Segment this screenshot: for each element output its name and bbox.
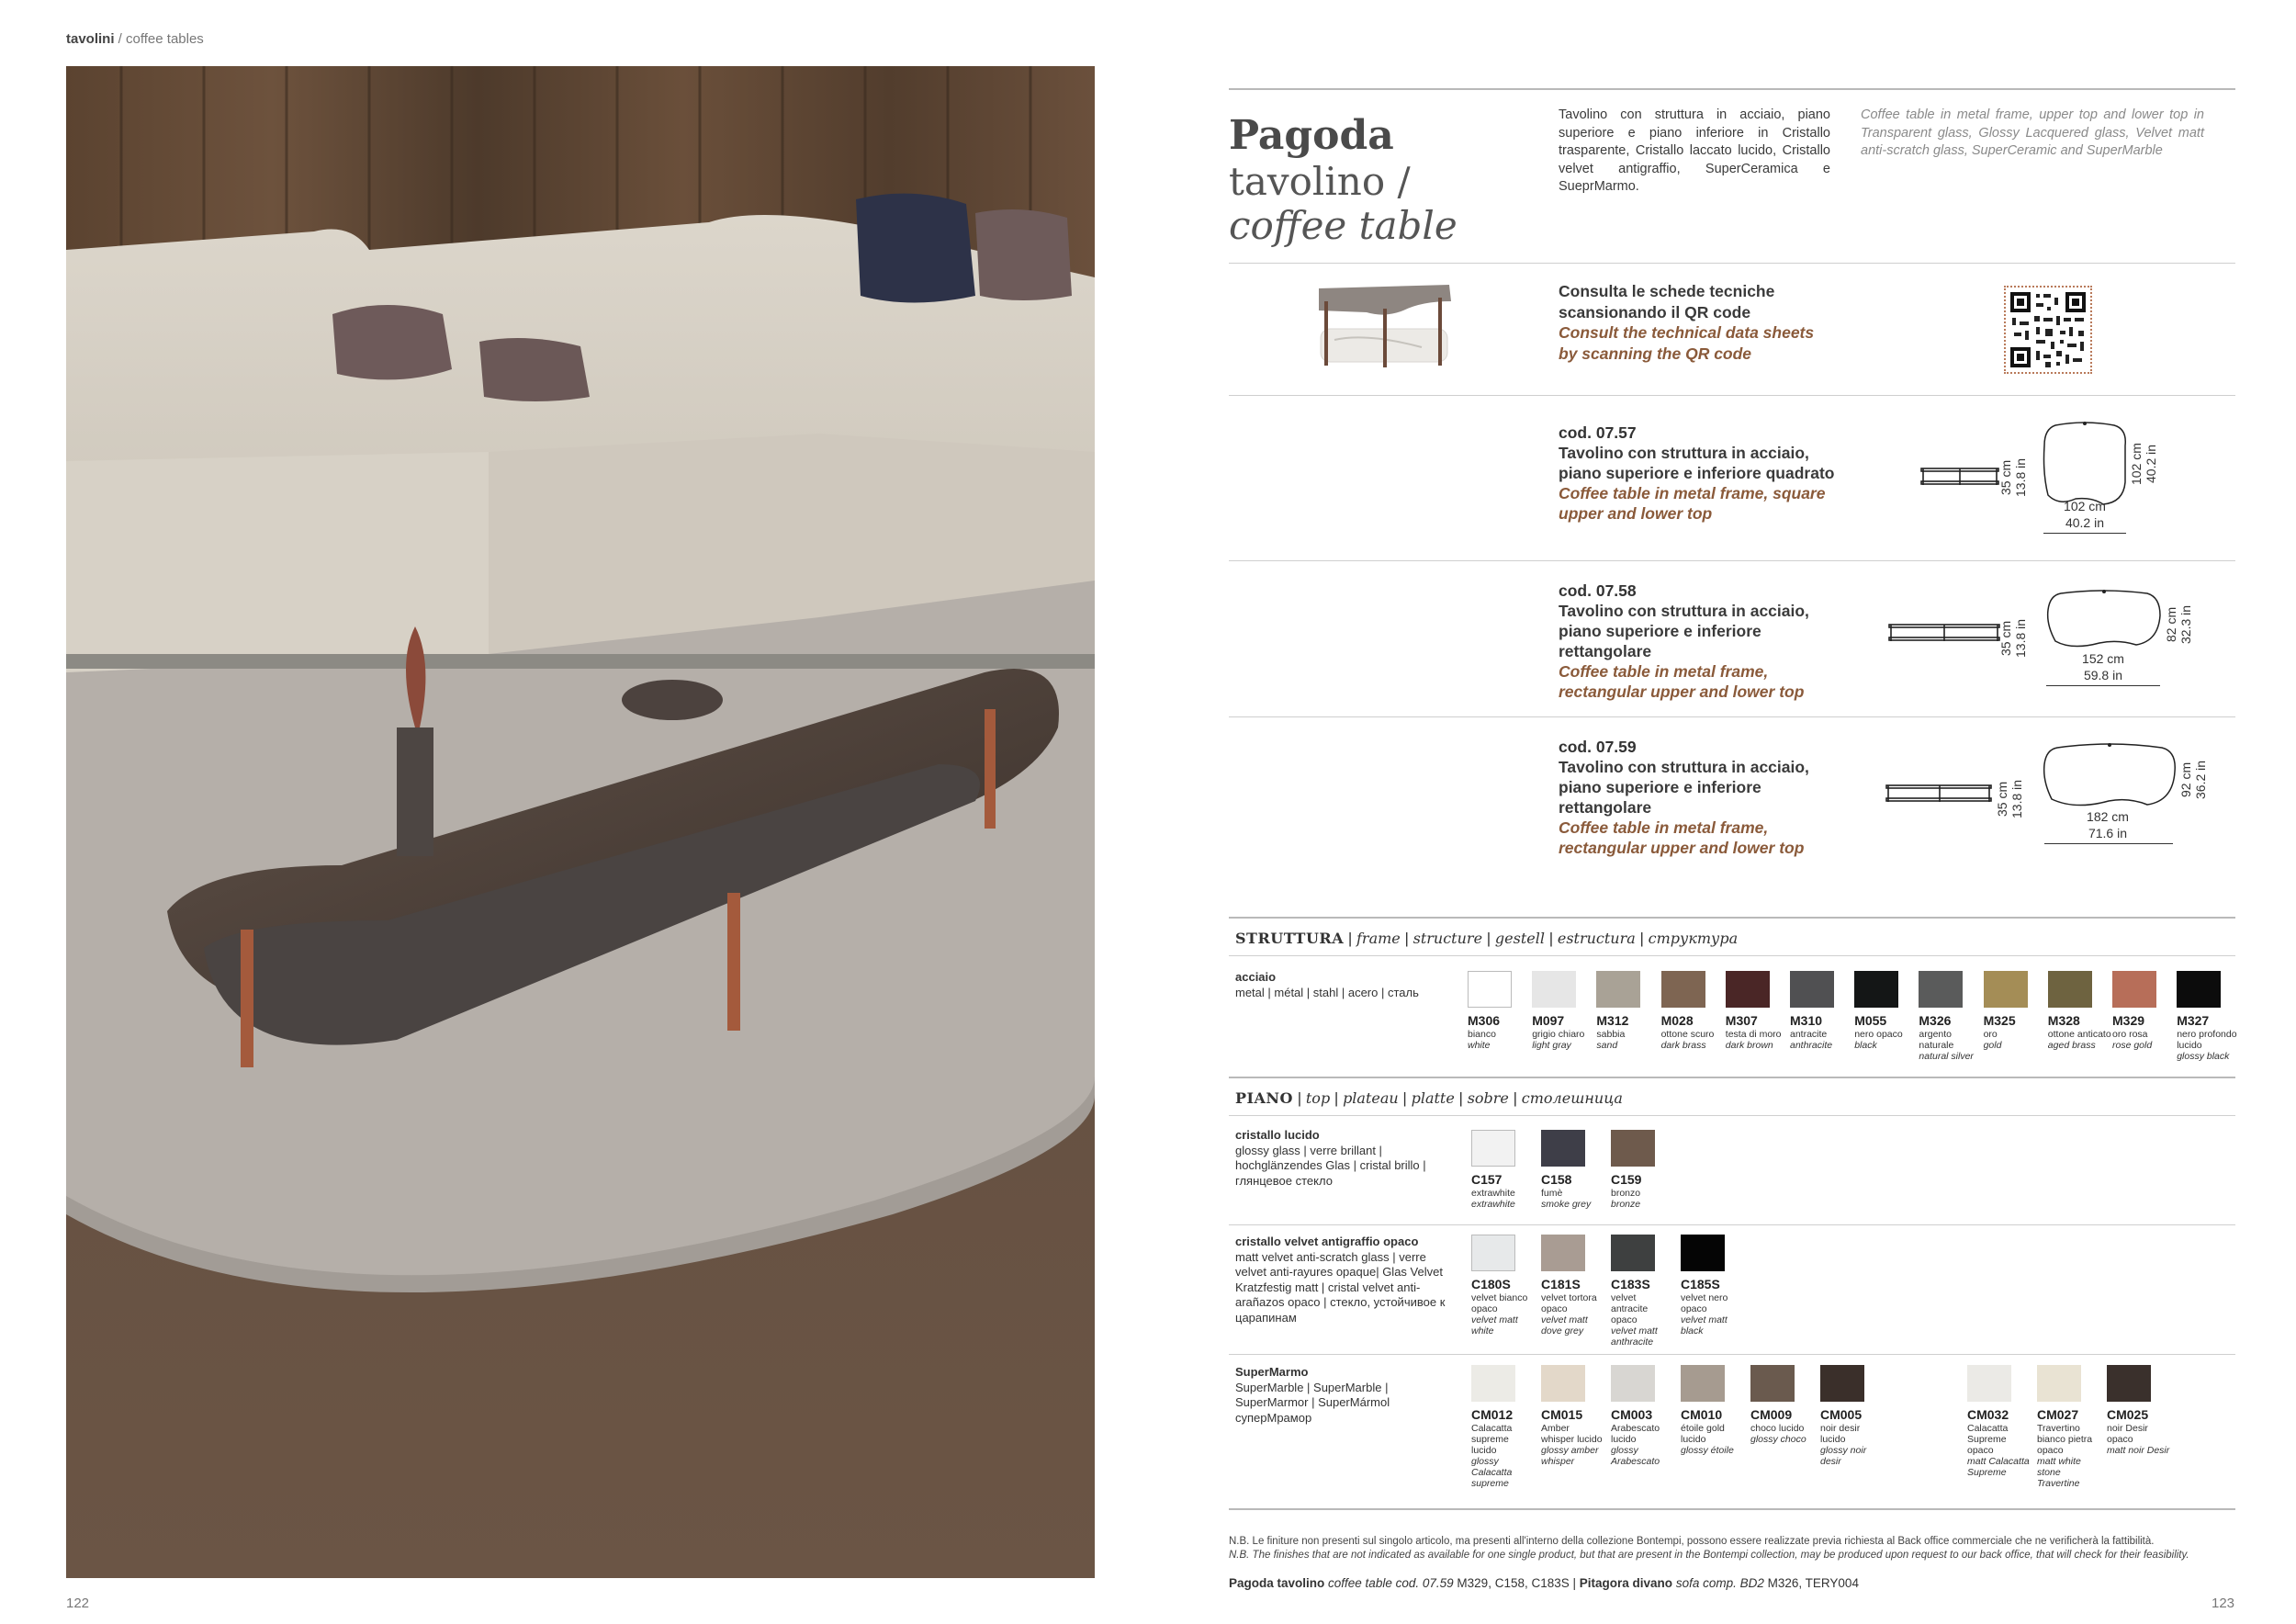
swatch-name-it: bianco bbox=[1468, 1029, 1496, 1040]
rule-struttura-title bbox=[1229, 955, 2235, 956]
swatch-caption bbox=[1984, 1013, 2048, 1051]
product-0759-top-drawing bbox=[2041, 740, 2178, 814]
description-en: Coffee table in metal frame, upper top and lower top in Transparent glass, Glossy Lacquered glass, Velvet matt anti-scratch glass, SuperCeramic and SuperMarble bbox=[1861, 107, 2204, 158]
swatch-piano-groups-2-swatches-2[interactable] bbox=[1611, 1365, 1655, 1402]
product-0757-top-drawing bbox=[2039, 418, 2131, 510]
rule-top bbox=[1229, 88, 2235, 90]
swatch-name-it: nero profondo lucido bbox=[2177, 1029, 2237, 1051]
swatch-caption bbox=[1596, 1013, 1660, 1051]
swatch-name-en: dark brass bbox=[1660, 1040, 1706, 1051]
swatch-struttura-swatches-8[interactable] bbox=[1984, 971, 2028, 1008]
swatch-caption bbox=[2177, 1013, 2241, 1062]
swatch-name-it: velvet bianco opaco bbox=[1471, 1292, 1528, 1314]
swatch-code: CM003 bbox=[1611, 1407, 1653, 1422]
swatch-struttura-swatches-3[interactable] bbox=[1661, 971, 1705, 1008]
product-title bbox=[1229, 112, 1458, 248]
swatch-name-it: Calacatta supreme lucido bbox=[1471, 1423, 1513, 1456]
swatch-piano-groups-1-swatches-3[interactable] bbox=[1681, 1235, 1725, 1271]
swatch-piano-groups-2-swatches-7[interactable] bbox=[2037, 1365, 2081, 1402]
swatch-code: M326 bbox=[1919, 1013, 1952, 1028]
rule-p3-top bbox=[1229, 716, 2235, 717]
swatch-name-en: glossy étoile bbox=[1681, 1445, 1734, 1456]
swatch-name-en: aged brass bbox=[2047, 1040, 2096, 1051]
swatch-name-en: matt Calacatta Supreme bbox=[1967, 1456, 2030, 1478]
swatch-piano-groups-2-swatches-4[interactable] bbox=[1750, 1365, 1795, 1402]
piano-title: PIANO | top | plateau | platte | sobre | столешница bbox=[1235, 1089, 1623, 1107]
swatch-caption bbox=[1967, 1407, 2032, 1478]
swatch-caption bbox=[1471, 1172, 1536, 1210]
swatch-name-en: glossy Calacatta supreme bbox=[1471, 1456, 1513, 1489]
swatch-struttura-swatches-11[interactable] bbox=[2177, 971, 2221, 1008]
swatch-code: M306 bbox=[1468, 1013, 1501, 1028]
swatch-code: C185S bbox=[1681, 1277, 1720, 1291]
swatch-caption bbox=[1611, 1277, 1675, 1348]
swatch-code: CM032 bbox=[1967, 1407, 2009, 1422]
swatch-name-en: matt noir Desir bbox=[2107, 1445, 2170, 1456]
swatch-code: M097 bbox=[1532, 1013, 1565, 1028]
rule-supermarmo-top bbox=[1229, 1354, 2235, 1355]
swatch-caption bbox=[1820, 1407, 1885, 1467]
swatch-caption bbox=[1541, 1277, 1605, 1336]
swatch-piano-groups-1-swatches-1[interactable] bbox=[1541, 1235, 1585, 1271]
swatch-code: M325 bbox=[1983, 1013, 2016, 1028]
swatch-name-en: dark brown bbox=[1725, 1040, 1773, 1051]
swatch-piano-groups-0-swatches-2[interactable] bbox=[1611, 1130, 1655, 1167]
group-cristallo-velvet: cristallo velvet antigraffio opaco matt velvet anti-scratch glass | verre velvet anti-rayures opaque| Glas Velvet Kratzfestig matt | cristal velvet anti-arañazos opaco | стекло, устойчивое к царапинам bbox=[1235, 1235, 1446, 1325]
product-0757-width: 102 cm 40.2 in bbox=[2064, 499, 2106, 530]
title-sub-en: coffee table bbox=[1229, 203, 1458, 248]
swatch-name-it: ottone anticato bbox=[2047, 1029, 2111, 1040]
qr-instructions: Consulta le schede tecniche scansionando il QR code Consult the technical data sheets by scanning the QR code bbox=[1559, 282, 1815, 363]
product-0757-height: 35 cm 13.8 in bbox=[1998, 457, 2028, 498]
product-0758: cod. 07.58 Tavolino con struttura in acciaio, piano superiore e inferiore rettangolare Coffee table in metal frame, rectangular upper and lower top bbox=[1559, 581, 1809, 701]
swatch-code: M307 bbox=[1725, 1013, 1758, 1028]
product-0759-side-drawing bbox=[1885, 776, 1995, 813]
swatch-struttura-swatches-4[interactable] bbox=[1726, 971, 1770, 1008]
rule-bottom bbox=[1229, 1508, 2235, 1510]
swatch-code: C183S bbox=[1611, 1277, 1650, 1291]
swatch-code: CM015 bbox=[1541, 1407, 1583, 1422]
swatch-caption bbox=[1471, 1277, 1536, 1336]
product-0759: cod. 07.59 Tavolino con struttura in acciaio, piano superiore e inferiore rettangolare Coffee table in metal frame, rectangular upper and lower top bbox=[1559, 738, 1809, 857]
swatch-caption bbox=[1726, 1013, 1790, 1051]
rule-p2-top bbox=[1229, 560, 2235, 561]
page-number-right: 123 bbox=[2212, 1596, 2235, 1611]
swatch-code: M327 bbox=[2177, 1013, 2210, 1028]
swatch-name-it: velvet nero opaco bbox=[1681, 1292, 1728, 1314]
swatch-name-it: Travertino bianco pietra opaco bbox=[2037, 1423, 2093, 1456]
description-it: Tavolino con struttura in acciaio, piano superiore e piano inferiore in Cristallo trasparente, Cristallo laccato lucido, Cristallo velvet antigraffio, SuperCeramica e SueprMarmo. bbox=[1559, 107, 1830, 194]
swatch-caption bbox=[1790, 1013, 1854, 1051]
swatch-name-it: grigio chiaro bbox=[1532, 1029, 1585, 1040]
product-0759-width-line bbox=[2044, 843, 2173, 844]
product-0759-depth: 92 cm 36.2 in bbox=[2178, 760, 2208, 800]
rule-qr-top bbox=[1229, 263, 2235, 264]
rule-p1-top bbox=[1229, 395, 2235, 396]
swatch-name-it: extrawhite bbox=[1471, 1188, 1515, 1199]
group-supermarmo: SuperMarmo SuperMarble | SuperMarble | SuperMarmor | SuperMármol суперМрамор bbox=[1235, 1365, 1390, 1425]
swatch-caption bbox=[1854, 1013, 1919, 1051]
rule-piano-title bbox=[1229, 1115, 2235, 1116]
swatch-code: CM010 bbox=[1681, 1407, 1723, 1422]
swatch-caption bbox=[1471, 1407, 1536, 1489]
swatch-code: M310 bbox=[1790, 1013, 1823, 1028]
swatch-name-en: gold bbox=[1983, 1040, 2002, 1051]
swatch-caption bbox=[1681, 1277, 1745, 1336]
breadcrumb: tavolini / coffee tables bbox=[66, 31, 204, 47]
swatch-code: CM009 bbox=[1750, 1407, 1793, 1422]
photo-caption: Pagoda tavolino coffee table cod. 07.59 M329, C158, C183S | Pitagora divano sofa comp. BD2 M326, TERY004 bbox=[1229, 1576, 1859, 1590]
swatch-name-it: antracite bbox=[1790, 1029, 1828, 1040]
swatch-name-it: Calacatta Supreme opaco bbox=[1967, 1423, 2009, 1456]
swatch-code: M055 bbox=[1854, 1013, 1887, 1028]
swatch-piano-groups-2-swatches-3[interactable] bbox=[1681, 1365, 1725, 1402]
swatch-caption bbox=[1919, 1013, 1983, 1062]
swatch-piano-groups-1-swatches-0[interactable] bbox=[1471, 1235, 1515, 1271]
swatch-name-en: light gray bbox=[1532, 1040, 1571, 1051]
product-0758-height: 35 cm 13.8 in bbox=[1998, 618, 2028, 659]
swatch-struttura-swatches-2[interactable] bbox=[1596, 971, 1640, 1008]
product-0758-depth: 82 cm 32.3 in bbox=[2164, 604, 2193, 645]
qr-code[interactable] bbox=[2004, 286, 2092, 374]
group-acciaio: acciaio metal | métal | stahl | acero | сталь bbox=[1235, 970, 1419, 999]
swatch-name-en: glossy Arabescato bbox=[1611, 1445, 1660, 1467]
product-0757-width-line bbox=[2043, 533, 2126, 534]
swatch-name-it: velvet tortora opaco bbox=[1541, 1292, 1597, 1314]
swatch-name-en: black bbox=[1854, 1040, 1877, 1051]
swatch-name-it: ottone scuro bbox=[1660, 1029, 1715, 1040]
swatch-name-en: velvet matt white bbox=[1471, 1314, 1518, 1336]
swatch-name-en: glossy amber whisper bbox=[1541, 1445, 1599, 1467]
swatch-caption bbox=[1611, 1407, 1675, 1467]
swatch-code: C180S bbox=[1471, 1277, 1511, 1291]
struttura-title: STRUTTURA | frame | structure | gestell | estructura | структура bbox=[1235, 930, 1739, 947]
swatch-struttura-swatches-1[interactable] bbox=[1532, 971, 1576, 1008]
swatch-piano-groups-2-swatches-6[interactable] bbox=[1967, 1365, 2011, 1402]
swatch-name-it: oro rosa bbox=[2112, 1029, 2148, 1040]
swatch-code: CM005 bbox=[1820, 1407, 1863, 1422]
swatch-code: C157 bbox=[1471, 1172, 1503, 1187]
swatch-caption bbox=[1541, 1407, 1605, 1467]
swatch-caption bbox=[1661, 1013, 1726, 1051]
finishes-note: N.B. Le finiture non presenti sul singolo articolo, ma presenti all'interno della collezione Bontempi, possono essere realizzate previa richiesta al Back office commerciale che ne verificherà la fattibilità. N.B. The finishes that are not indicated as available for one single product, but that are present in the Bontempi collection, may be produced upon request to our back office, that will check for their feasibility. bbox=[1229, 1536, 2189, 1561]
swatch-name-en: glossy black bbox=[2177, 1051, 2230, 1062]
group-cristallo-lucido: cristallo lucido glossy glass | verre brillant | hochglänzendes Glas | cristal brillo | глянцевое стекло bbox=[1235, 1128, 1426, 1188]
swatch-name-en: glossy noir desir bbox=[1820, 1445, 1867, 1467]
swatch-caption bbox=[1611, 1172, 1675, 1210]
swatch-piano-groups-0-swatches-1[interactable] bbox=[1541, 1130, 1585, 1167]
swatch-code: M329 bbox=[2112, 1013, 2145, 1028]
swatch-code: CM012 bbox=[1471, 1407, 1514, 1422]
swatch-name-en: sand bbox=[1596, 1040, 1618, 1051]
swatch-name-en: natural silver bbox=[1919, 1051, 1974, 1062]
swatch-name-en: velvet matt black bbox=[1681, 1314, 1728, 1336]
swatch-name-it: fumè bbox=[1541, 1188, 1563, 1199]
swatch-struttura-swatches-9[interactable] bbox=[2048, 971, 2092, 1008]
title-name: Pagoda bbox=[1229, 112, 1394, 159]
swatch-name-en: anthracite bbox=[1790, 1040, 1833, 1051]
swatch-code: C181S bbox=[1541, 1277, 1581, 1291]
swatch-name-it: sabbia bbox=[1596, 1029, 1626, 1040]
swatch-code: M028 bbox=[1660, 1013, 1694, 1028]
page-number-left: 122 bbox=[66, 1596, 90, 1611]
rule-struttura-top bbox=[1229, 917, 2235, 919]
swatch-name-it: noir Desir opaco bbox=[2107, 1423, 2148, 1445]
swatch-name-it: noir desir lucido bbox=[1820, 1423, 1861, 1445]
product-0758-width-line bbox=[2046, 685, 2160, 686]
swatch-name-en: white bbox=[1468, 1040, 1491, 1051]
swatch-caption bbox=[2107, 1407, 2171, 1456]
swatch-name-en: matt white stone Travertine bbox=[2037, 1456, 2081, 1489]
product-0759-width: 182 cm 71.6 in bbox=[2087, 809, 2129, 840]
product-0758-side-drawing bbox=[1887, 615, 2002, 652]
swatch-caption bbox=[1750, 1407, 1815, 1445]
swatch-caption bbox=[2112, 1013, 2177, 1051]
rule-piano-top bbox=[1229, 1077, 2235, 1078]
swatch-name-en: smoke grey bbox=[1541, 1199, 1592, 1210]
swatch-piano-groups-0-swatches-0[interactable] bbox=[1471, 1130, 1515, 1167]
swatch-name-it: nero opaco bbox=[1854, 1029, 1903, 1040]
swatch-code: M312 bbox=[1596, 1013, 1629, 1028]
product-photo bbox=[66, 66, 1095, 1578]
swatch-code: CM025 bbox=[2107, 1407, 2149, 1422]
swatch-code: C158 bbox=[1541, 1172, 1572, 1187]
swatch-struttura-swatches-10[interactable] bbox=[2112, 971, 2156, 1008]
swatch-caption bbox=[1468, 1013, 1532, 1051]
swatch-name-it: oro bbox=[1983, 1029, 1998, 1040]
swatch-name-it: bronzo bbox=[1611, 1188, 1641, 1199]
swatch-caption bbox=[2037, 1407, 2101, 1489]
product-0758-width: 152 cm 59.8 in bbox=[2082, 651, 2124, 682]
swatch-caption bbox=[2048, 1013, 2112, 1051]
swatch-name-en: velvet matt dove grey bbox=[1541, 1314, 1588, 1336]
swatch-name-en: glossy choco bbox=[1750, 1434, 1806, 1445]
swatch-name-en: bronze bbox=[1611, 1199, 1641, 1210]
swatch-name-en: rose gold bbox=[2112, 1040, 2153, 1051]
swatch-name-en: extrawhite bbox=[1471, 1199, 1515, 1210]
swatch-piano-groups-2-swatches-1[interactable] bbox=[1541, 1365, 1585, 1402]
rule-velvet-top bbox=[1229, 1224, 2235, 1225]
swatch-name-it: étoile gold lucido bbox=[1681, 1423, 1725, 1445]
swatch-name-it: argento naturale bbox=[1919, 1029, 1954, 1051]
swatch-piano-groups-2-swatches-0[interactable] bbox=[1471, 1365, 1515, 1402]
swatch-name-it: velvet antracite opaco bbox=[1611, 1292, 1649, 1325]
swatch-name-it: choco lucido bbox=[1750, 1423, 1805, 1434]
swatch-name-it: Amber whisper lucido bbox=[1541, 1423, 1603, 1445]
title-sub-it: tavolino / bbox=[1229, 159, 1411, 204]
product-thumbnail bbox=[1311, 276, 1458, 377]
product-0757-depth: 102 cm 40.2 in bbox=[2129, 443, 2158, 485]
swatch-piano-groups-2-swatches-8[interactable] bbox=[2107, 1365, 2151, 1402]
swatch-caption bbox=[1681, 1407, 1745, 1456]
swatch-code: M328 bbox=[2047, 1013, 2080, 1028]
swatch-piano-groups-2-swatches-5[interactable] bbox=[1820, 1365, 1864, 1402]
swatch-code: C159 bbox=[1611, 1172, 1642, 1187]
swatch-code: CM027 bbox=[2037, 1407, 2079, 1422]
swatch-name-en: velvet matt anthracite bbox=[1611, 1325, 1658, 1348]
swatch-piano-groups-1-swatches-2[interactable] bbox=[1611, 1235, 1655, 1271]
product-0757: cod. 07.57 Tavolino con struttura in acciaio, piano superiore e inferiore quadrato Coffee table in metal frame, square upper and lower top bbox=[1559, 423, 1835, 523]
product-0759-height: 35 cm 13.8 in bbox=[1995, 779, 2024, 819]
swatch-name-it: testa di moro bbox=[1725, 1029, 1782, 1040]
swatch-struttura-swatches-0[interactable] bbox=[1468, 971, 1512, 1008]
product-0757-side-drawing bbox=[1919, 459, 2002, 496]
swatch-struttura-swatches-7[interactable] bbox=[1919, 971, 1963, 1008]
swatch-caption bbox=[1541, 1172, 1605, 1210]
swatch-name-it: Arabescato lucido bbox=[1611, 1423, 1660, 1445]
product-0758-top-drawing bbox=[2044, 588, 2164, 652]
swatch-struttura-swatches-5[interactable] bbox=[1790, 971, 1834, 1008]
swatch-caption bbox=[1532, 1013, 1596, 1051]
swatch-struttura-swatches-6[interactable] bbox=[1854, 971, 1898, 1008]
